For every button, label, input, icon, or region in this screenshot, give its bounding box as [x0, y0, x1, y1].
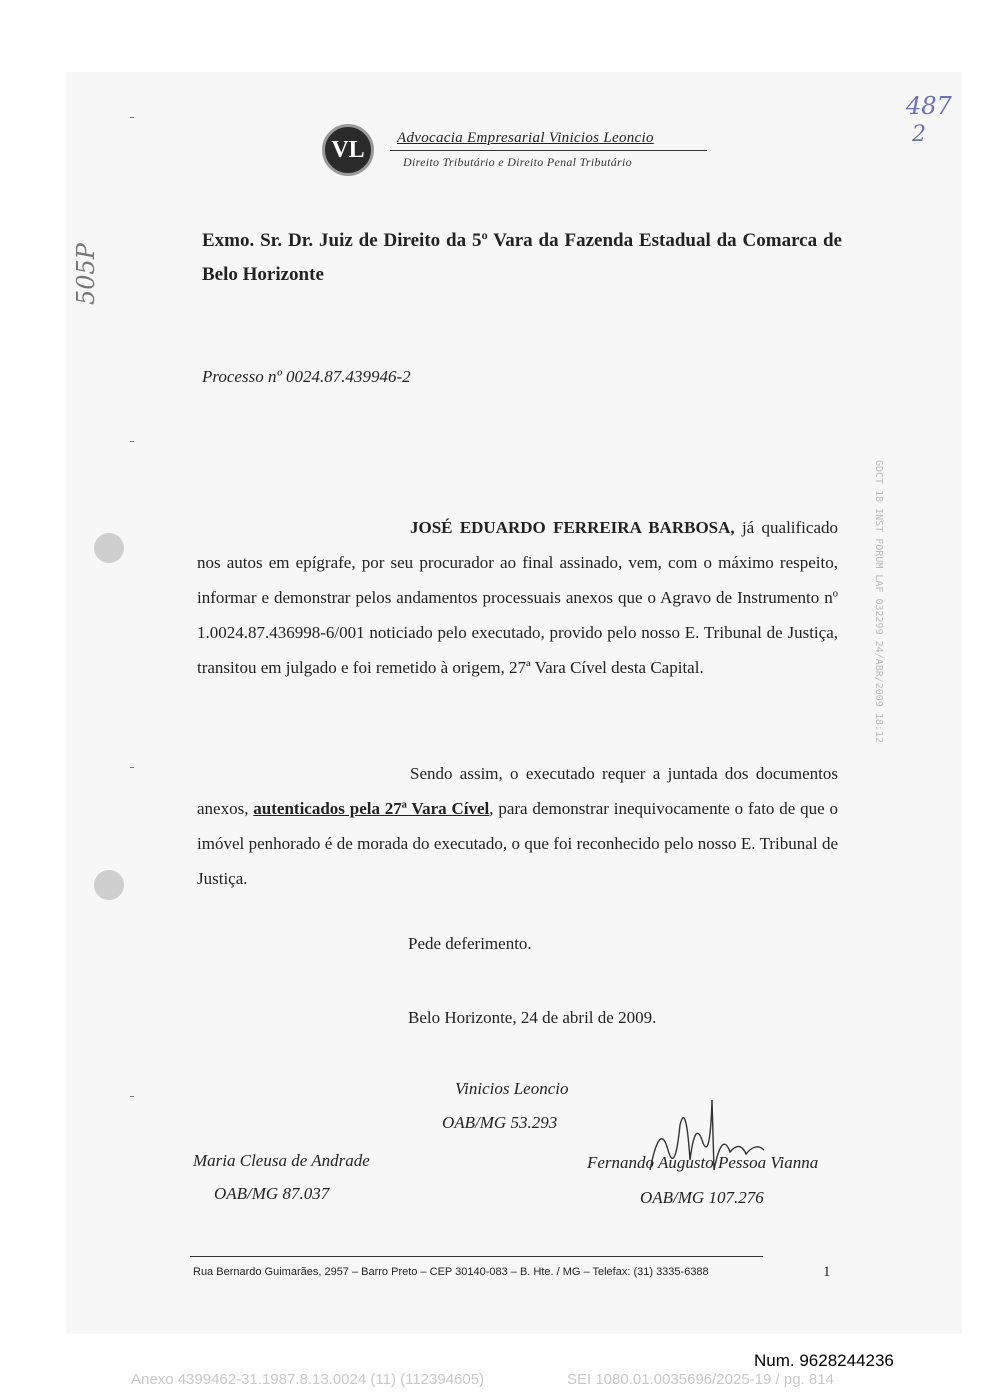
margin-mark — [130, 1096, 134, 1097]
closing: Pede deferimento. — [408, 934, 532, 953]
margin-mark — [130, 767, 134, 768]
page-number: 1 — [823, 1264, 831, 1280]
paragraph-2-before: Sendo assim, o executado requer a juntada dos documentos anexos, — [197, 764, 838, 818]
signatory-2-name: Maria Cleusa de Andrade — [193, 1151, 370, 1170]
signatory-1-oab: OAB/MG 53.293 — [442, 1113, 558, 1132]
handwritten-page-number: 487 — [906, 92, 952, 120]
paragraph-1 — [197, 510, 838, 685]
firm-subtitle: Direito Tributário e Direito Penal Tributário — [403, 155, 632, 169]
party-name: JOSÉ EDUARDO FERREIRA BARBOSA, — [410, 518, 735, 537]
signatory-2-oab: OAB/MG 87.037 — [214, 1184, 330, 1203]
punch-hole — [94, 870, 124, 900]
firm-name: Advocacia Empresarial Vinicios Leoncio — [397, 130, 654, 146]
footer-divider — [190, 1256, 763, 1257]
addressee: Exmo. Sr. Dr. Juiz de Direito da 5º Vara da Fazenda Estadual da Comarca de Belo Horizonte — [202, 230, 842, 285]
case-number: Processo nº 0024.87.439946-2 — [202, 367, 411, 386]
margin-mark — [130, 441, 134, 442]
logo-text: VL — [331, 137, 365, 163]
document-number: Num. 9628244236 — [754, 1351, 894, 1370]
handwritten-margin-note: 505P — [72, 243, 100, 305]
signatory-3-name: Fernando Augusto Pessoa Vianna — [587, 1153, 819, 1172]
handwritten-page-sub: 2 — [912, 122, 926, 147]
paragraph-1-text: já qualificado nos autos em epígrafe, por seu procurador ao final assinado, vem, com o máximo respeito, informar e demonstrar pelos andamentos processuais anexos que o Agravo de Instrumento nº 1.0024.87.436998-6/001 noticiado pelo executado, provido pelo nosso E. Tribunal de Justiça, transitou em julgado e foi remetido à origem, 27ª Vara Cível desta Capital. — [197, 518, 838, 677]
paragraph-2-after: , para demonstrar inequivocamente o fato de que o imóvel penhorado é de morada do executado, o que foi reconhecido pelo nosso E. Tribunal de Justiça. — [197, 799, 838, 888]
place-date: Belo Horizonte, 24 de abril de 2009. — [408, 1008, 657, 1027]
letterhead-divider — [390, 150, 707, 151]
paragraph-2 — [197, 756, 838, 896]
margin-mark — [130, 117, 134, 118]
handwritten-signature — [640, 1080, 780, 1180]
signatory-1-name: Vinicios Leoncio — [455, 1079, 569, 1098]
punch-hole — [94, 533, 124, 563]
firm-logo — [322, 124, 374, 176]
signatory-3-oab: OAB/MG 107.276 — [640, 1188, 764, 1207]
protocol-stamp: GDCT 18 INST FORUM LAF 032299 24/ABR/2009 18:12 — [873, 460, 884, 743]
paragraph-2-underlined: autenticados pela 27ª Vara Cível — [253, 799, 490, 818]
annex-info: Anexo 4399462-31.1987.8.13.0024 (11) (112394605) — [131, 1371, 485, 1388]
footer-address: Rua Bernardo Guimarães, 2957 – Barro Preto – CEP 30140-083 – B. Hte. / MG – Telefax: (31) 3335-6388 — [193, 1266, 709, 1278]
sei-info: SEI 1080.01.0035696/2025-19 / pg. 814 — [567, 1371, 834, 1388]
